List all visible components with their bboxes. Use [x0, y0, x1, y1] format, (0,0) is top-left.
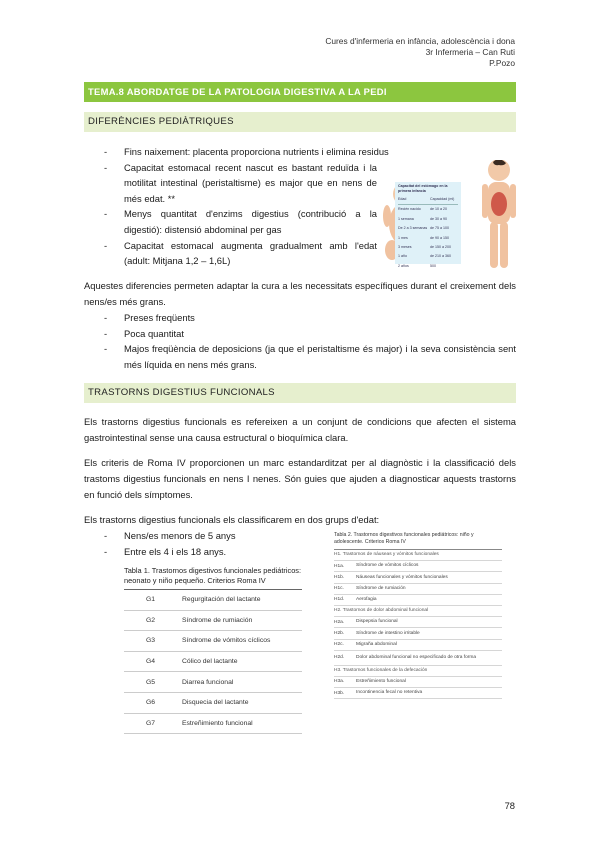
table-cell: Estreñimiento funcional: [182, 719, 253, 727]
table-row: [334, 606, 502, 617]
table-row: [334, 572, 502, 583]
table-cell: Recién nacido: [398, 207, 421, 212]
table-cell: G4: [146, 658, 156, 666]
table-row: [334, 617, 502, 628]
table-cell: de 10 a 20: [430, 207, 447, 212]
table-cell: 1 semana: [398, 216, 414, 221]
list-item: - Preses freqüents: [104, 310, 516, 326]
table-cell: H1. Trastornos de náuseas y vómitos funcionales: [334, 552, 439, 558]
table-row: [124, 693, 302, 714]
list-item: - Fins naixement: placenta proporciona nutrients i elimina residus: [104, 144, 424, 160]
table-cell: 1 año: [398, 254, 407, 259]
table-cell: Náuseas funcionales y vómitos funcionales: [356, 574, 448, 580]
table-cell: de 90 a 150: [430, 235, 449, 240]
table-cell: G6: [146, 699, 156, 707]
section-heading-functional-disorders: TRASTORNS DIGESTIUS FUNCIONALS: [84, 383, 516, 403]
table-row: [334, 666, 502, 677]
list-item: - Nens/es menors de 5 anys: [104, 528, 304, 544]
table-cell: 1 mes: [398, 235, 408, 240]
table-cell: Diarrea funcional: [182, 678, 234, 686]
table-cell: H3a.: [334, 679, 345, 685]
age-groups-list: [104, 528, 304, 559]
header-program: 3r Infermeria – Can Ruti: [425, 47, 515, 57]
table-row: [334, 640, 502, 651]
table-rome-iv-neonate: [124, 566, 302, 734]
care-adaptations-list: [104, 310, 516, 372]
table-cell: Síndrome de rumiación: [356, 585, 406, 591]
pediatric-differences-list: [104, 144, 389, 269]
table-row: [334, 677, 502, 688]
rome-iv-paragraph: Els criteris de Roma IV proporcionen un marc estandarditzat per al diagnòstic i la classificació dels trastoms digestius funcionals en nens I nenes. Són guies que ajuden a diagnosticar aquests trastorns en funció dels símptomes.: [84, 457, 516, 500]
table-cell: Síndrome de rumiación: [182, 616, 253, 624]
table-cell: De 2 a 3 semanas: [398, 226, 428, 231]
table-cell: Edad: [398, 197, 407, 201]
table-cell: de 210 a 360: [430, 254, 451, 259]
adaptation-paragraph: Aquestes diferencies permeten adaptar la cura a les necessitats específiques durant el creixement dels nens/es més grans.: [84, 280, 516, 307]
table-row: [334, 584, 502, 595]
child-figure: [482, 160, 516, 268]
list-item: - Capacitat estomacal recent nascut es bastant reduïda i la motilitat intestinal (peristaltisme) es major que en nens de més edat. **: [104, 160, 377, 207]
table-cell: G7: [146, 719, 156, 727]
table-cell: G3: [146, 637, 156, 645]
table-cell: H2c.: [334, 642, 344, 648]
table-row: [398, 205, 458, 214]
table-cell: Incontinencia fecal no retentiva: [356, 690, 423, 696]
table-cell: H3b.: [334, 690, 345, 696]
stomach-table-title: Capacitat del estómago en la primera infancia: [398, 184, 448, 193]
functional-disorders-definition: Els trastorns digestius funcionals es refereixen a un conjunt de condicions que afecten el sistema gastrointestinal sense una causa estructural o bioquímica clara.: [84, 416, 516, 443]
table-row: [124, 652, 302, 673]
table-cell: H1d.: [334, 597, 345, 603]
table-row: [398, 224, 458, 233]
table-cell: Síndrome de intestino irritable: [356, 630, 420, 636]
table-row: [124, 631, 302, 652]
table-cell: H2d.: [334, 655, 345, 661]
table-caption: Tabla 2. Trastornos digestivos funcionales pediátricos: niño y adolescente. Criterios Roma IV: [334, 532, 474, 545]
table-cell: H3. Trastornos funcionales de la defecación: [334, 667, 428, 673]
table-cell: Estreñimiento funcional: [356, 679, 406, 685]
table-cell: H1a.: [334, 563, 345, 569]
table-row: [398, 243, 458, 252]
list-item: - Entre els 4 i els 18 anys.: [104, 544, 304, 560]
table-cell: de 30 a 90: [430, 216, 447, 221]
list-item: - Capacitat estomacal augmenta gradualment amb l'edat (adult: Mitjana 1,2 – 1,6L): [104, 238, 377, 269]
list-item: - Poca quantitat: [104, 326, 516, 342]
table-cell: H2b.: [334, 630, 345, 636]
table-cell: Regurgitación del lactante: [182, 596, 261, 604]
table-row: [398, 252, 458, 261]
table-row: [398, 234, 458, 243]
header-author: P.Pozo: [489, 58, 515, 68]
table-cell: Migraña abdominal: [356, 641, 397, 647]
table-row: [334, 651, 502, 666]
table-cell: H2a.: [334, 619, 345, 625]
table-row: [398, 215, 458, 224]
table-cell: Cólico del lactante: [182, 658, 238, 666]
table-cell: Capacidad (ml): [430, 197, 455, 201]
table-row: [124, 672, 302, 693]
table-cell: H1c.: [334, 586, 344, 592]
chapter-title: TEMA.8 ABORDATGE DE LA PATOLOGIA DIGESTIVA A LA PEDI: [84, 82, 516, 102]
table-row: [398, 262, 458, 271]
table-cell: de 75 a 100: [430, 226, 449, 231]
table-cell: Disquecia del lactante: [182, 699, 249, 707]
table-row: [334, 688, 502, 699]
running-header: [325, 36, 515, 69]
table-row: [124, 714, 302, 735]
table-cell: 2 años: [398, 263, 409, 268]
table-cell: Dolor abdominal funcional no especificado de otra forma: [356, 654, 476, 660]
table-cell: Aerofagia: [356, 597, 377, 603]
table-row: [334, 561, 502, 572]
table-row: [334, 595, 502, 606]
list-item: - Menys quantitat d'enzims digestius (contribució a la digestió): distensió abdominal per gas: [104, 206, 377, 237]
table-cell: Síndrome de vómitos cíclicos: [182, 637, 271, 645]
table-cell: Dispepsia funcional: [356, 619, 398, 625]
list-item: - Majos freqüència de deposicions (ja que el peristaltisme és major) i la seva consistència sent més líquida en nens més grans.: [104, 341, 516, 372]
table-cell: 500: [430, 263, 436, 268]
table-row: [124, 589, 302, 611]
table-cell: de 150 a 200: [430, 245, 451, 250]
table-row: [124, 611, 302, 632]
section-heading-differences: DIFERÈNCIES PEDIÀTRIQUES: [84, 112, 516, 132]
table-caption: Tabla 1. Trastornos digestivos funcionales pediátricos: neonato y niño pequeño. Criterios Roma IV: [124, 566, 302, 585]
table-cell: 3 meses: [398, 245, 412, 250]
table-row: [334, 628, 502, 639]
table-cell: Síndrome de vómitos cíclicos: [356, 563, 419, 569]
table-cell: H2. Trastornos de dolor abdominal funcional: [334, 608, 429, 614]
table-row: [398, 195, 458, 205]
table-rome-iv-child-adolescent: [334, 532, 502, 699]
stomach-capacity-table: [395, 182, 461, 268]
age-groups-intro: Els trastorns digestius funcionals els classificarem en dos grups d'edat:: [84, 514, 380, 525]
table-cell: G1: [146, 596, 156, 604]
header-course: Cures d'infermeria en infància, adolescència i dona: [325, 36, 515, 46]
table-row: [334, 549, 502, 561]
table-cell: H1b.: [334, 574, 345, 580]
table-cell: G5: [146, 678, 156, 686]
table-cell: G2: [146, 616, 156, 624]
page-number: 78: [504, 800, 515, 811]
